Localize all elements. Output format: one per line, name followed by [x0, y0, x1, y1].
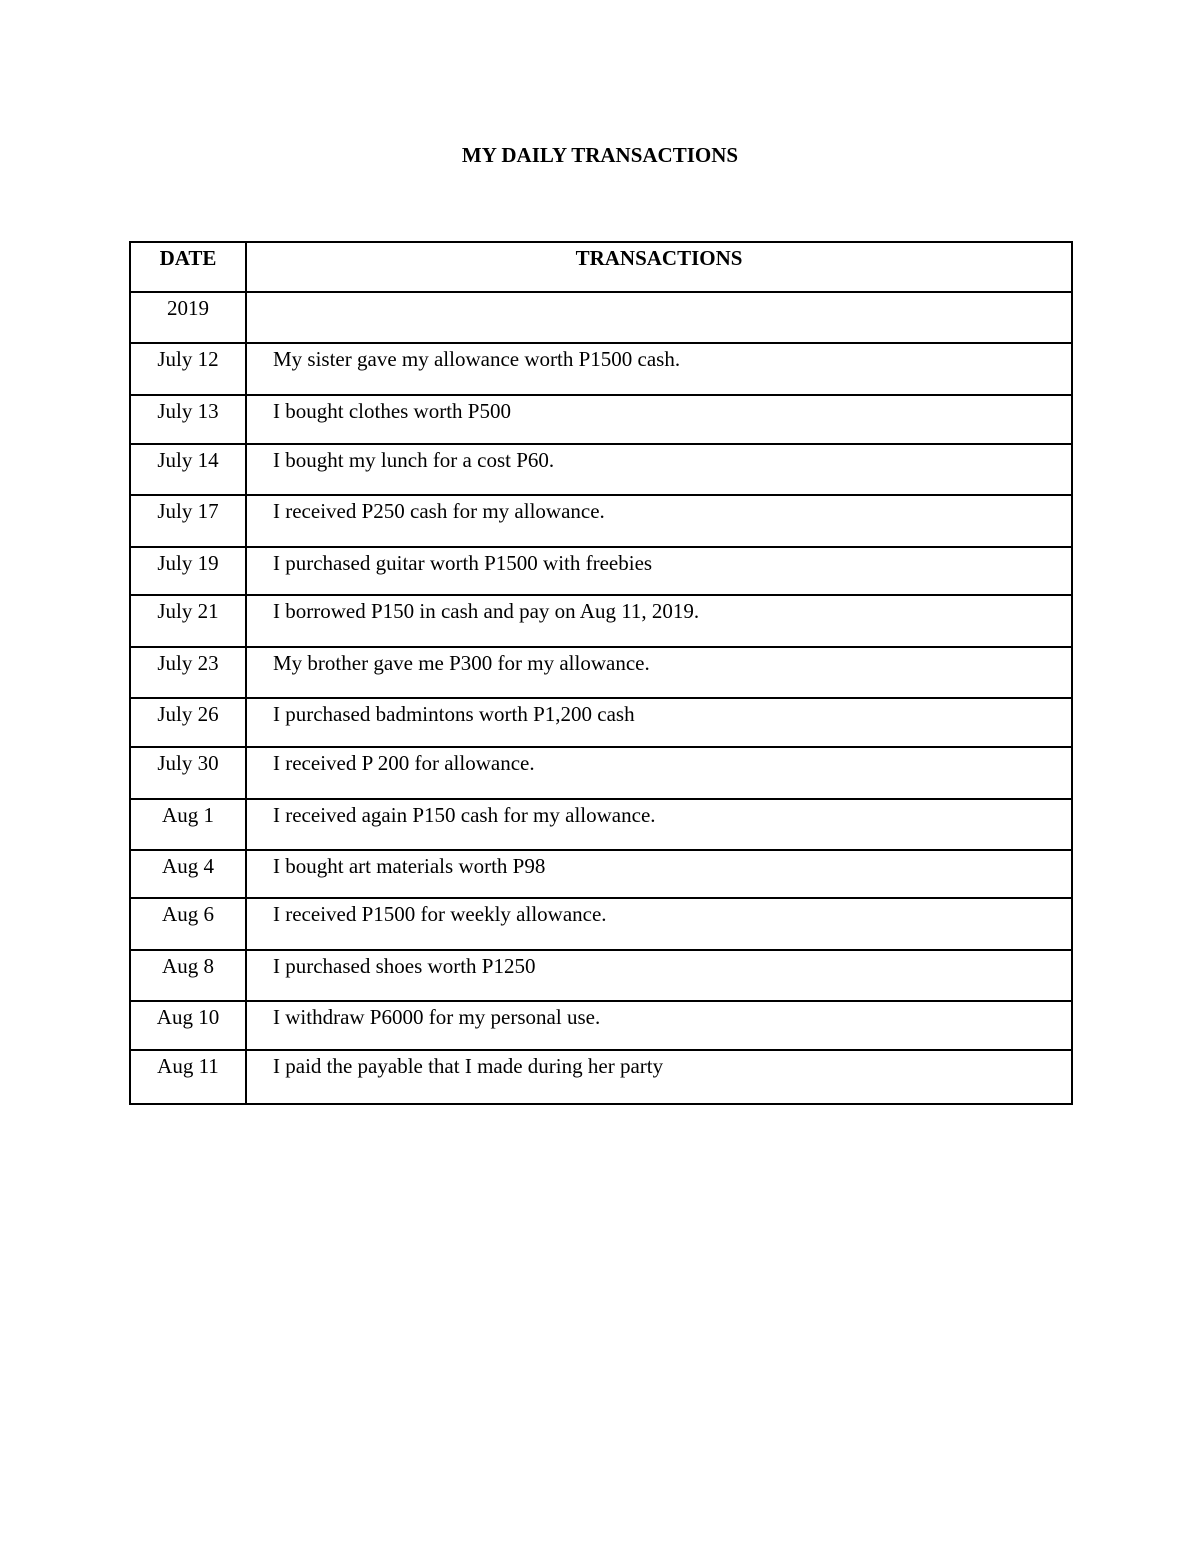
transaction-cell: My brother gave me P300 for my allowance. — [246, 647, 1072, 698]
table-row — [130, 1001, 1072, 1050]
table-header-row — [130, 242, 1072, 292]
transaction-cell: I purchased shoes worth P1250 — [246, 950, 1072, 1001]
date-cell: Aug 11 — [130, 1050, 246, 1104]
date-cell: July 21 — [130, 595, 246, 647]
transaction-cell: I received P250 cash for my allowance. — [246, 495, 1072, 547]
table-row — [130, 292, 1072, 343]
table-row — [130, 698, 1072, 747]
transaction-cell: I received P 200 for allowance. — [246, 747, 1072, 799]
column-header-date: DATE — [130, 242, 246, 292]
table-row — [130, 395, 1072, 444]
date-cell: Aug 8 — [130, 950, 246, 1001]
date-cell: July 23 — [130, 647, 246, 698]
transaction-cell: My sister gave my allowance worth P1500 cash. — [246, 343, 1072, 395]
date-cell: Aug 6 — [130, 898, 246, 950]
page-title: MY DAILY TRANSACTIONS — [461, 143, 739, 167]
transaction-cell: I paid the payable that I made during her party — [246, 1050, 1072, 1104]
transaction-cell: I bought clothes worth P500 — [246, 395, 1072, 444]
date-cell: Aug 1 — [130, 799, 246, 850]
date-cell: July 30 — [130, 747, 246, 799]
transaction-cell: I bought my lunch for a cost P60. — [246, 444, 1072, 495]
transactions-table — [129, 241, 1073, 1105]
date-cell: Aug 4 — [130, 850, 246, 898]
date-cell: July 17 — [130, 495, 246, 547]
transaction-cell — [246, 292, 1072, 343]
table-row — [130, 898, 1072, 950]
date-cell: 2019 — [130, 292, 246, 343]
date-cell: Aug 10 — [130, 1001, 246, 1050]
table-row — [130, 444, 1072, 495]
table-row — [130, 547, 1072, 595]
table-row — [130, 850, 1072, 898]
table-row — [130, 647, 1072, 698]
date-cell: July 26 — [130, 698, 246, 747]
transaction-cell: I bought art materials worth P98 — [246, 850, 1072, 898]
transaction-cell: I purchased badmintons worth P1,200 cash — [246, 698, 1072, 747]
date-cell: July 12 — [130, 343, 246, 395]
table-row — [130, 747, 1072, 799]
transaction-cell: I purchased guitar worth P1500 with freebies — [246, 547, 1072, 595]
table-row — [130, 799, 1072, 850]
transaction-cell: I received again P150 cash for my allowance. — [246, 799, 1072, 850]
table-row — [130, 343, 1072, 395]
table-row — [130, 495, 1072, 547]
date-cell: July 13 — [130, 395, 246, 444]
table-row — [130, 1050, 1072, 1104]
date-cell: July 19 — [130, 547, 246, 595]
transaction-cell: I received P1500 for weekly allowance. — [246, 898, 1072, 950]
table-row — [130, 950, 1072, 1001]
transaction-cell: I withdraw P6000 for my personal use. — [246, 1001, 1072, 1050]
column-header-transactions: TRANSACTIONS — [246, 242, 1072, 292]
table-row — [130, 595, 1072, 647]
transaction-cell: I borrowed P150 in cash and pay on Aug 11, 2019. — [246, 595, 1072, 647]
date-cell: July 14 — [130, 444, 246, 495]
